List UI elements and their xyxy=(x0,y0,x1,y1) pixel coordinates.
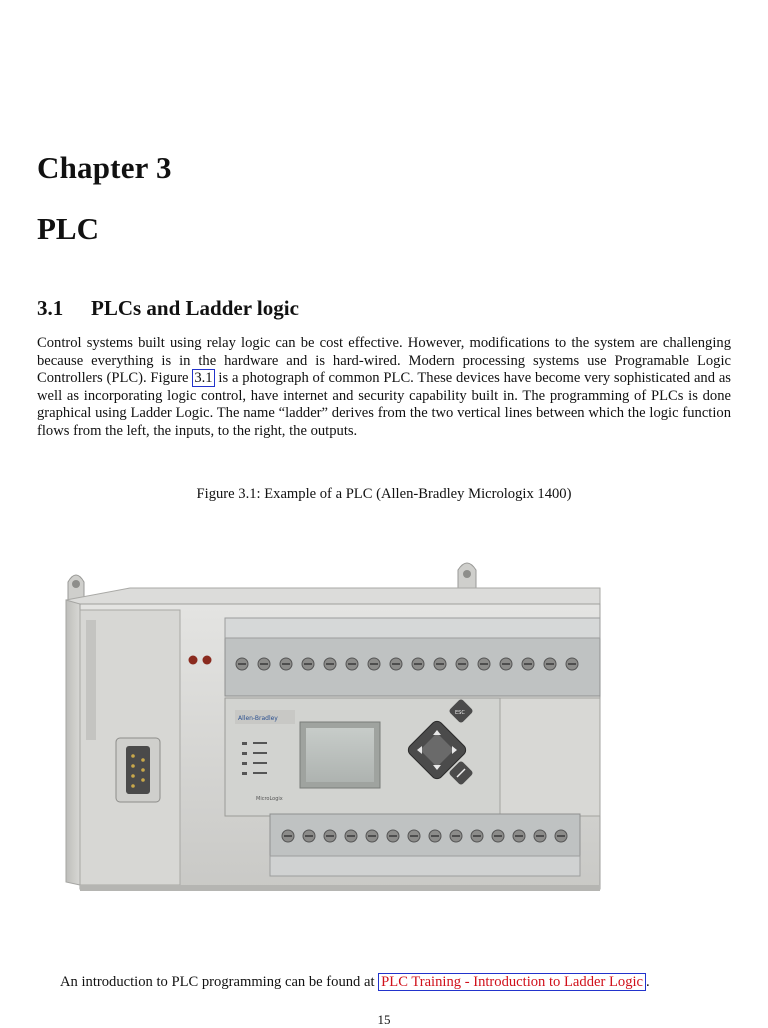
footer-end: . xyxy=(646,974,650,990)
paragraph-text-1: Control systems built using relay logic can be cost effective. However, modifications to the system are challenging because everything is in the hardware and is hard-wired. Modern processing systems use Programable Logic Controllers (PLC). Figure xyxy=(37,335,731,387)
figure-reference-link[interactable]: 3.1 xyxy=(194,370,213,387)
body-paragraph xyxy=(37,335,731,441)
footer-sentence xyxy=(60,974,650,991)
section-heading xyxy=(37,296,299,321)
figure-caption: Figure 3.1: Example of a PLC (Allen-Bradley Micrologix 1400) xyxy=(196,486,572,502)
section-title: PLCs and Ladder logic xyxy=(91,296,299,320)
brand-label: Allen-Bradley xyxy=(238,715,278,722)
footer-text: An introduction to PLC programming can be found at xyxy=(60,974,379,990)
plc-training-link[interactable]: PLC Training - Introduction to Ladder Logic xyxy=(378,973,646,991)
paragraph-text-2: is a photograph of common PLC. These devices have become very sophisticated and as well as incorporating logic control, have internet and security capability built in. The programming of PLCs is done graphical using Ladder Logic. The name “ladder” derives from the two vertical lines between which the logic function flows from the left, the inputs, to the right, the outputs. xyxy=(37,370,731,439)
chapter-label: Chapter 3 xyxy=(37,150,172,185)
esc-key-label: ESC xyxy=(455,710,465,716)
section-number: 3.1 xyxy=(37,296,64,320)
model-label: MicroLogix xyxy=(256,796,283,802)
chapter-title: PLC xyxy=(37,211,99,246)
plc-photograph xyxy=(60,560,610,905)
page-number: 15 xyxy=(377,1012,391,1027)
